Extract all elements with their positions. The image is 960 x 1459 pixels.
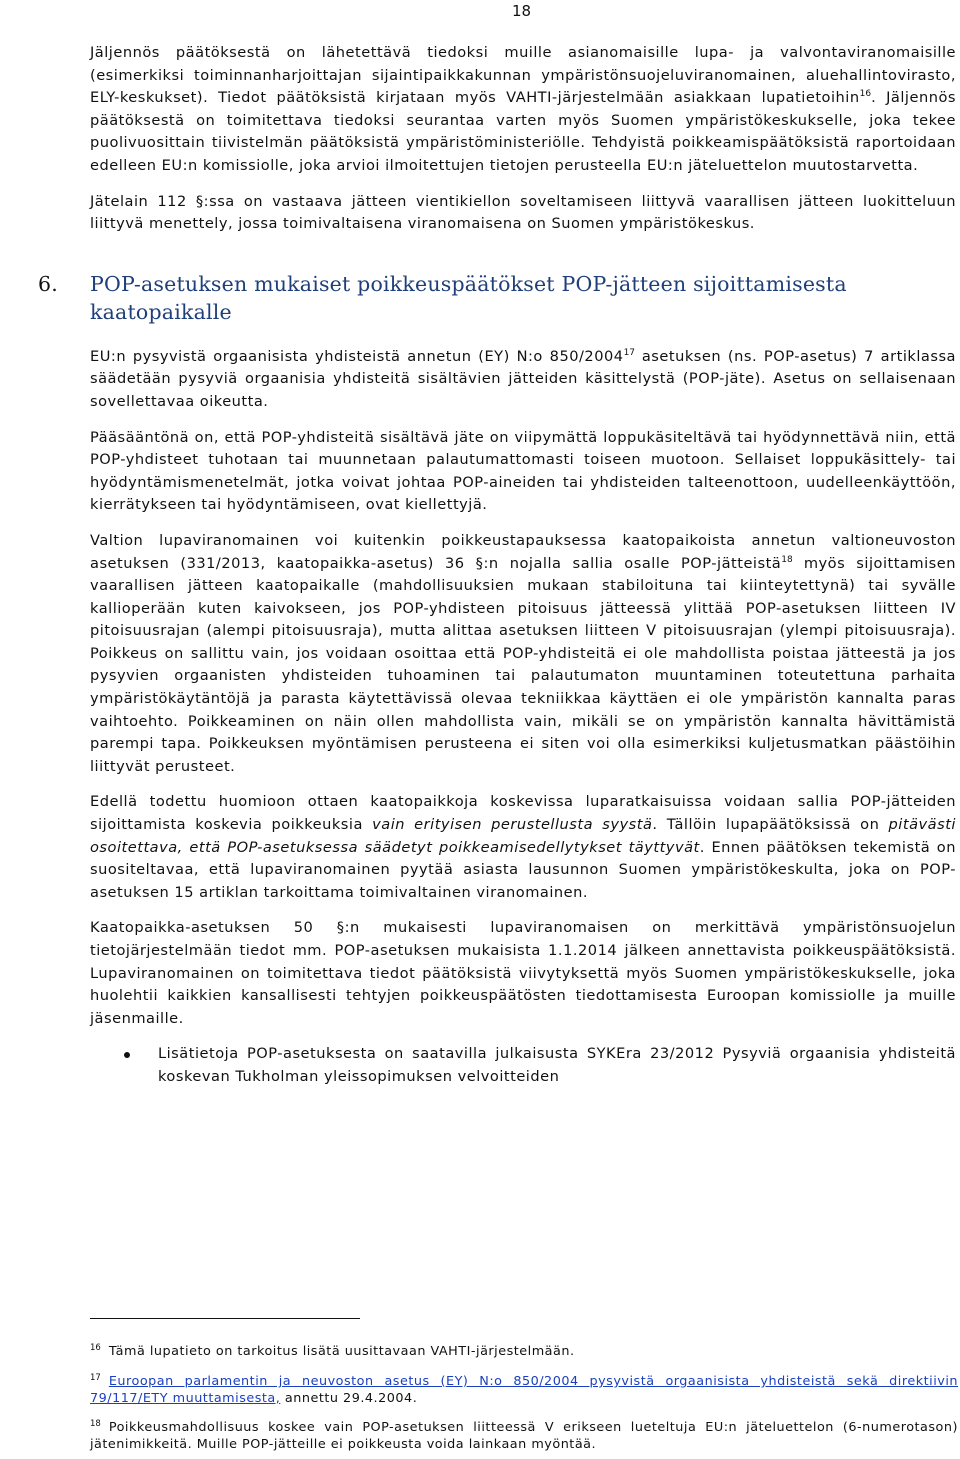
text-span: Jäljennös päätöksestä on lähetettävä tiedoksi muille asianomaisille lupa- ja valvontaviranomaisille (esimerkiksi toiminnanharjoittajan sijaintipaikkakunnan ympäristönsuojeluviranomainen, aluehallintovirasto, ELY-keskukset). Tiedot päätöksistä kirjataan myös VAHTI-järjestelmään asiakkaan lupatietoihin	[90, 44, 956, 107]
text-span: EU:n pysyvistä orgaanisista yhdisteistä annetun (EY) N:o 850/2004	[90, 347, 624, 365]
paragraph-intro-2: Jätelain 112 §:ssa on vastaava jätteen vientikiellon soveltamiseen liittyvä vaarallisen jätteen luokitteluun liittyvä menettely, jossa toimivaltaisena viranomaisena on Suomen ympäristökeskus.	[90, 192, 956, 233]
footnote-ref-17[interactable]: 17	[623, 347, 636, 358]
document-body	[38, 42, 956, 1089]
page-number: 18	[512, 2, 532, 20]
footnote-ref-16[interactable]: 16	[859, 89, 872, 100]
list-item	[90, 1043, 956, 1088]
paragraph-2: Pääsääntönä on, että POP-yhdisteitä sisältävä jäte on viipymättä loppukäsiteltävä tai hyödynnettävä niin, että POP-yhdisteet tuhotaan tai muunnetaan palautumattomasti toiseen muotoon. Sellaiset loppukäsittely- tai hyödyntämismenetelmät, jotka voivat johtaa POP-aineiden tai yhdisteiden talteenottoon, uudelleenkäyttöön, kierrätykseen tai hyödyntämiseen, ovat kiellettyjä.	[90, 428, 956, 514]
text-span: myös sijoittamisen vaarallisen jätteen kaatopaikalle (mahdollisuuksien mukaan stabiloituna tai kiinteytettynä) tai syvälle kallioperään kuten kaivokseen, jos POP-yhdisteen pitoisuus jätteessä ylittää POP-asetuksen liitteen IV pitoisuusrajan (alempi pitoisuusraja), mutta alittaa asetuksen liitteen V pitoisuusrajan (ylempi pitoisuusraja). Poikkeus on sallittu vain, jos voidaan osoittaa että POP-yhdisteitä ei ole mahdollista poistaa jätteestä ja jos pysyvien orgaanisten yhdisteiden tuhoaminen tai palautumaton muuntaminen toteutettuna parhaita ympäristökäytäntöjä ja parasta käytettävissä olevaa tekniikkaa käyttäen ei ole ympäristön kannalta paras vaihtoehto. Poikkeaminen on näin ollen mahdollista vain, mikäli se on ympäristön kannalta hävittämistä parempi tapa. Poikkeuksen myöntämisen perusteena ei siten voi olla esimerkiksi kuljetusmatkan päästöihin liittyvät perusteet.	[90, 554, 956, 775]
section-title: POP-asetuksen mukaiset poikkeuspäätökset POP-jätteen sijoittamisesta kaatopaikalle	[90, 271, 847, 324]
bullet-text: Lisätietoja POP-asetuksesta on saatavilla julkaisusta SYKEra 23/2012 Pysyviä orgaanisia yhdisteitä koskevan Tukholman yleissopimuksen velvoitteiden	[158, 1045, 956, 1085]
paragraph-3	[90, 530, 956, 779]
footnote-18	[90, 1420, 958, 1453]
bullet-icon	[124, 1052, 130, 1058]
emphasis-text: pitävästi osoitettava, että POP-asetuksessa säädetyt poikkeamisedellytykset täyttyvät	[90, 816, 956, 856]
text-span: . Tällöin lupapäätöksissä on	[652, 816, 889, 834]
footnote-17	[90, 1374, 958, 1407]
footnote-ref-18[interactable]: 18	[781, 554, 793, 565]
footnote-link[interactable]: Euroopan parlamentin ja neuvoston asetus (EY) N:o 850/2004 pysyvistä orgaanisista yhdisteistä sekä direktiivin 79/117/ETY muuttamisesta,	[90, 1374, 958, 1406]
text-span: asetuksen (ns. POP-asetus) 7 artiklassa säädetään pysyviä orgaanisia yhdisteitä sisältävien jätteiden käsittelystä (POP-jäte). Asetus on sellaisenaan sovellettavaa oikeutta.	[90, 347, 956, 410]
paragraph-1	[90, 346, 956, 414]
paragraph-intro-1	[90, 42, 956, 178]
paragraph-4	[90, 791, 956, 904]
footnote-16	[90, 1344, 958, 1361]
footnote-text: annettu 29.4.2004.	[280, 1390, 418, 1406]
section-number: 6.	[38, 271, 58, 296]
text-span: Valtion lupaviranomainen voi kuitenkin poikkeustapauksessa kaatopaikoista annetun valtioneuvoston asetuksen (331/2013, kaatopaikka-asetus) 36 §:n nojalla sallia osalle POP-jätteistä	[90, 531, 956, 572]
text-span: . Ennen päätöksen tekemistä on suositeltavaa, että lupaviranomainen pyytää asiasta lausunnon Suomen ympäristökeskulta, joka on POP-asetuksen 15 artiklan tarkoittama toimivaltainen viranomainen.	[90, 838, 956, 901]
paragraph-5: Kaatopaikka-asetuksen 50 §:n mukaisesti lupaviranomaisen on merkittävä ympäristönsuojelun tietojärjestelmään tiedot mm. POP-asetuksen mukaisista 1.1.2014 jälkeen annettavista poikkeuspäätöksistä. Lupaviranomainen on toimitettava tiedot päätöksistä viivytyksettä myös Suomen ympäristökeskukselle, joka huolehtii kaikkien kansallisesti tehtyjen poikkeuspäätösten tiedottamisesta Euroopan komissiolle ja muille jäsenmaille.	[90, 919, 956, 1027]
text-span: Edellä todettu huomioon ottaen kaatopaikkoja koskevissa luparatkaisuissa voidaan sallia POP-jätteiden sijoittamista koskevia poikkeuksia	[90, 793, 956, 834]
footnote-text: Poikkeusmahdollisuus koskee vain POP-asetuksen liitteessä V erikseen lueteltuja EU:n jäteluettelon (6-numerotason) jätenimikkeitä. Muille POP-jätteille ei poikkeusta voida lainkaan myöntää.	[90, 1420, 958, 1452]
footnote-number: 16	[90, 1343, 101, 1353]
text-span: . Jäljennös päätöksestä on toimitettava tiedoksi seurantaa varten myös Suomen ympäristökeskukselle, joka tekee puolivuosittain tiivistelmän päätöksistä ympäristöministeriölle. Tehdyistä poikkeamispäätöksistä raportoidaan edelleen EU:n komissiolle, joka arvioi ilmoitettujen tietojen perusteella EU:n jäteluettelon muutostarvetta.	[90, 89, 956, 174]
footnote-separator	[90, 1318, 360, 1319]
footnote-number: 17	[90, 1373, 101, 1383]
footnote-text: Tämä lupatieto on tarkoitus lisätä uusittavaan VAHTI-järjestelmään.	[108, 1344, 575, 1359]
emphasis-text: vain erityisen perustellusta syystä	[372, 816, 653, 834]
section-heading	[38, 270, 956, 326]
bullet-list	[90, 1043, 956, 1088]
footnote-number: 18	[90, 1419, 101, 1429]
